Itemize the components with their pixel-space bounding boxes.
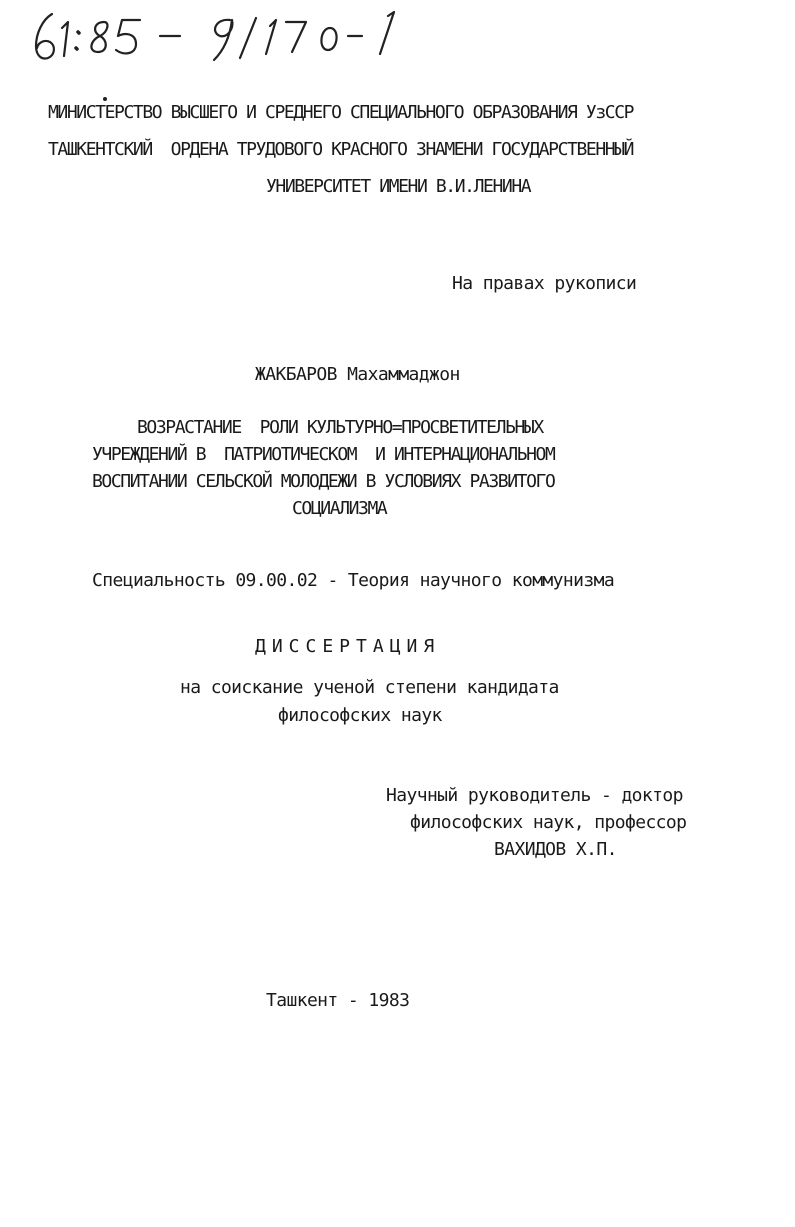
degree-line-2: философских наук <box>278 705 442 726</box>
university-line-2: УНИВЕРСИТЕТ ИМЕНИ В.И.ЛЕНИНА <box>266 176 531 197</box>
degree-line-1: на соискание ученой степени кандидата <box>180 677 559 698</box>
city-year: Ташкент - 1983 <box>266 990 410 1011</box>
ink-dot <box>103 97 107 101</box>
title-line-2: УЧРЕЖДЕНИЙ В ПАТРИОТИЧЕСКОМ И ИНТЕРНАЦИОНАЛЬНОМ <box>92 444 555 465</box>
handwritten-code <box>30 6 410 68</box>
author-name: ЖАКБАРОВ Махаммаджон <box>255 364 460 385</box>
ministry-line: МИНИСТЕРСТВО ВЫСШЕГО И СРЕДНЕГО СПЕЦИАЛЬНОГО ОБРАЗОВАНИЯ УзССР <box>48 102 634 123</box>
title-line-3: ВОСПИТАНИИ СЕЛЬСКОЙ МОЛОДЕЖИ В УСЛОВИЯХ РАЗВИТОГО <box>92 471 555 492</box>
title-line-4: СОЦИАЛИЗМА <box>292 498 387 519</box>
specialty-line: Специальность 09.00.02 - Теория научного коммунизма <box>92 570 615 591</box>
title-line-1: ВОЗРАСТАНИЕ РОЛИ КУЛЬТУРНО=ПРОСВЕТИТЕЛЬНЫХ <box>137 417 543 438</box>
supervisor-line-2: философских наук, профессор <box>410 812 687 833</box>
document-type: ДИССЕРТАЦИЯ <box>255 636 441 657</box>
university-line-1: ТАШКЕНТСКИЙ ОРДЕНА ТРУДОВОГО КРАСНОГО ЗНАМЕНИ ГОСУДАРСТВЕННЫЙ <box>48 139 634 160</box>
manuscript-note: На правах рукописи <box>452 273 637 294</box>
supervisor-name: ВАХИДОВ Х.П. <box>494 839 617 860</box>
supervisor-line-1: Научный руководитель - доктор <box>386 785 683 806</box>
